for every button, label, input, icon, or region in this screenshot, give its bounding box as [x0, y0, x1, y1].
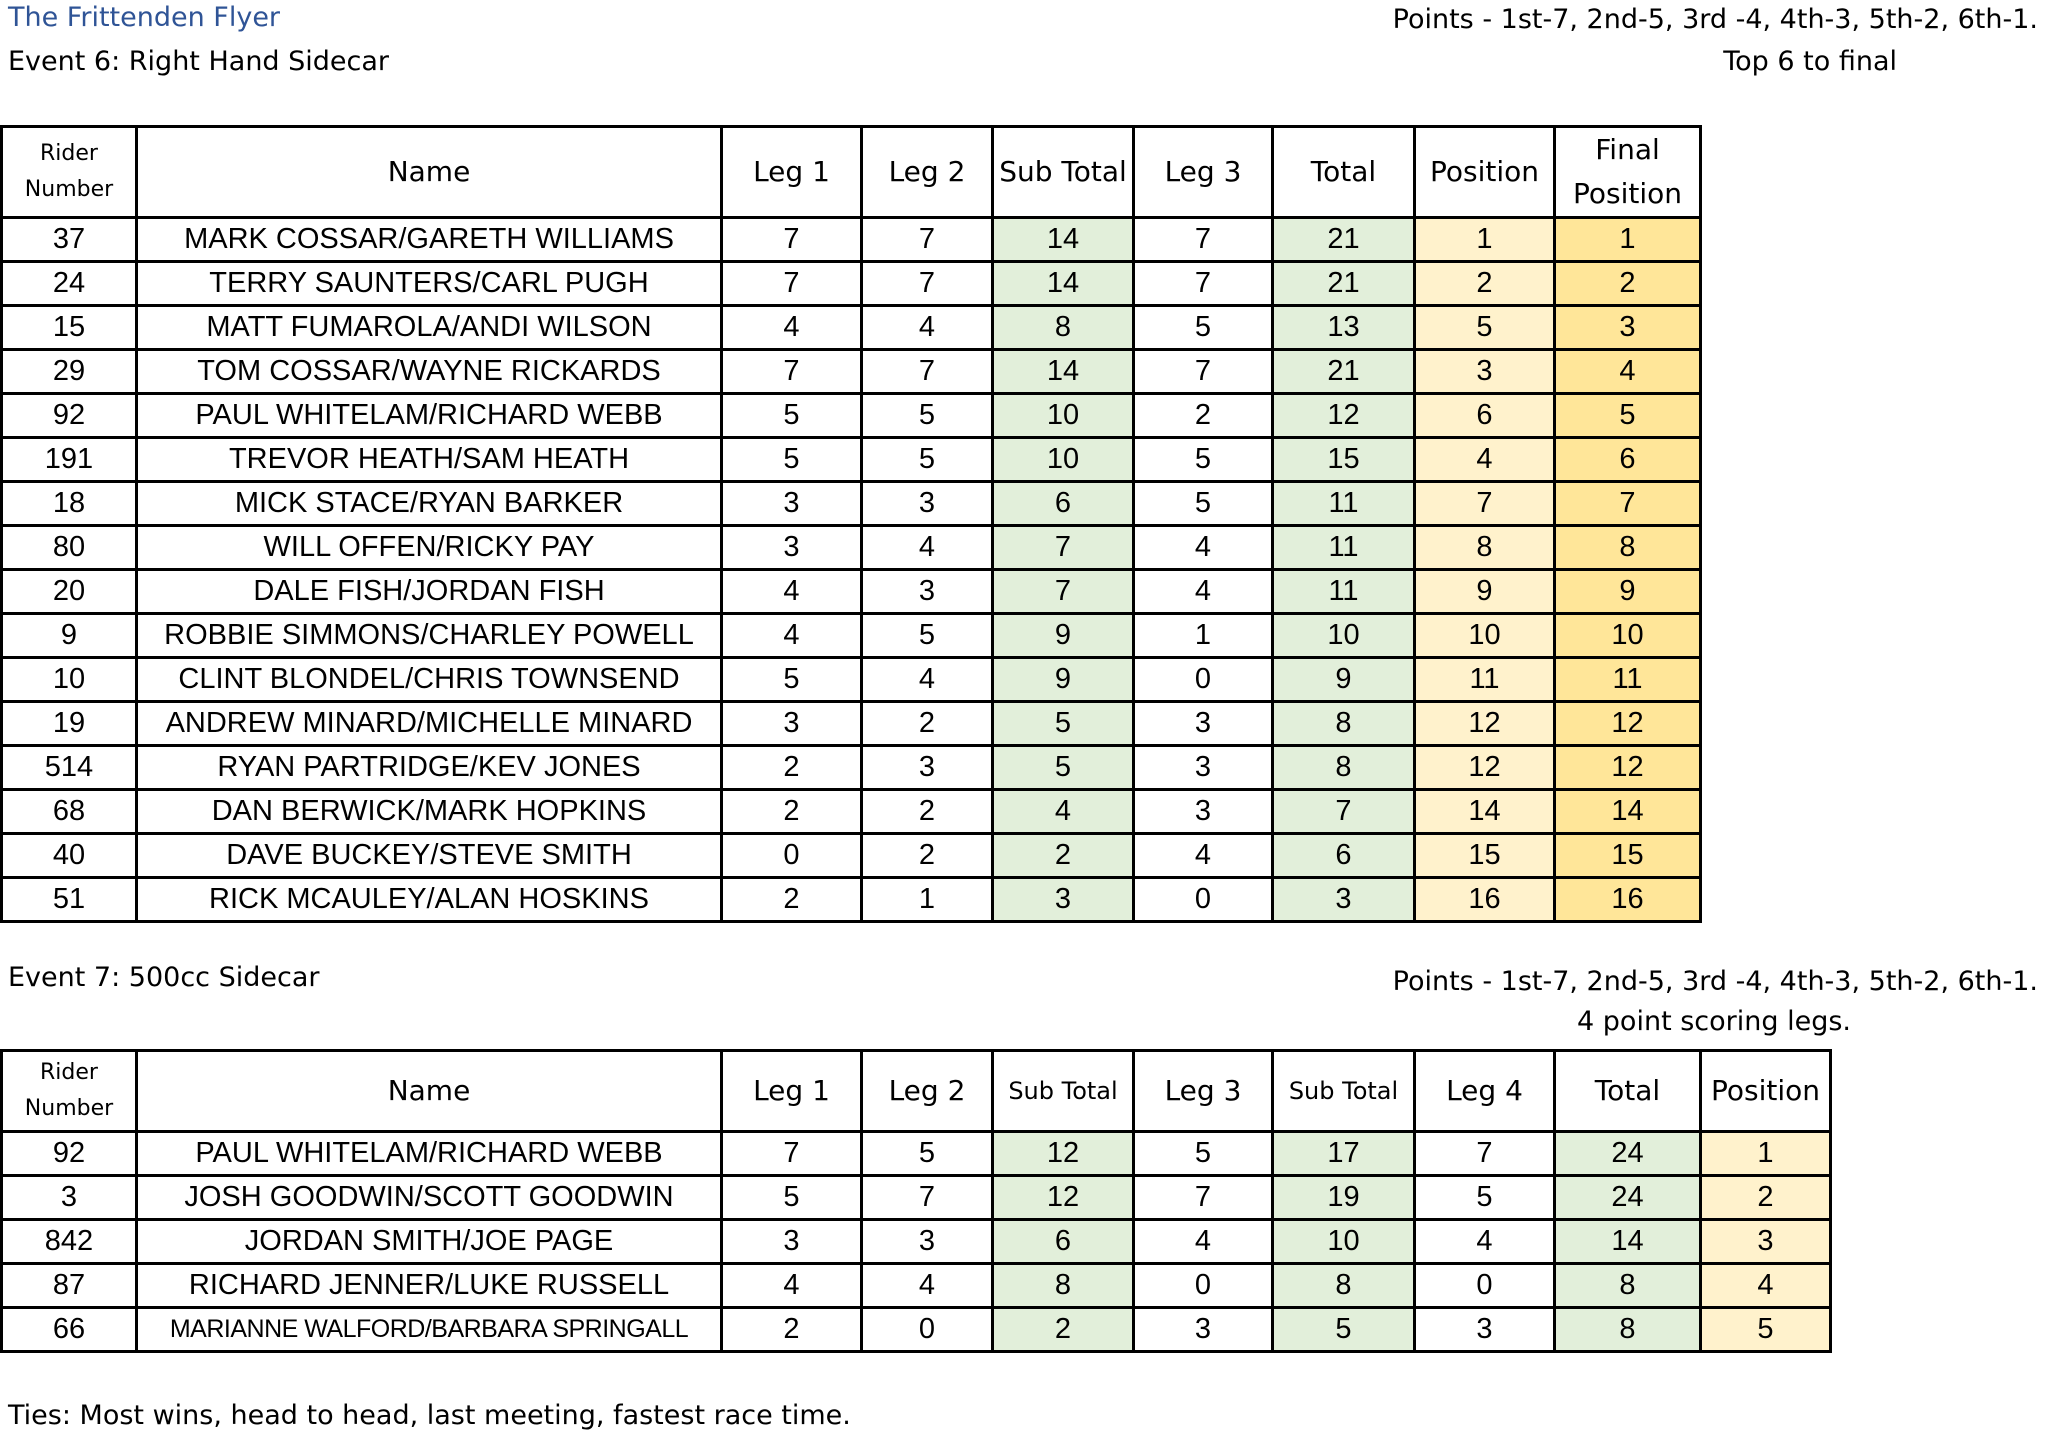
column-header: Total: [1555, 1051, 1701, 1132]
score-cell: 10: [1273, 614, 1415, 658]
score-cell: 0: [1134, 658, 1273, 702]
score-cell: 3: [1134, 790, 1273, 834]
table-row: [2, 790, 1701, 834]
table-row: [2, 1176, 1831, 1220]
event7-points-rule: Points - 1st-7, 2nd-5, 3rd -4, 4th-3, 5th-2, 6th-1.: [1392, 966, 2038, 997]
rider-name: RYAN PARTRIDGE/KEV JONES: [137, 746, 722, 790]
score-cell: 3: [722, 702, 862, 746]
table-row: [2, 1220, 1831, 1264]
score-cell: 2: [1415, 262, 1555, 306]
rider-number: 9: [2, 614, 137, 658]
table-header-row: [2, 127, 1701, 218]
score-cell: 7: [722, 1132, 862, 1176]
score-cell: 7: [722, 262, 862, 306]
rider-name: ANDREW MINARD/MICHELLE MINARD: [137, 702, 722, 746]
table-row: [2, 614, 1701, 658]
rider-name: CLINT BLONDEL/CHRIS TOWNSEND: [137, 658, 722, 702]
score-cell: 12: [1415, 746, 1555, 790]
score-cell: 5: [993, 746, 1134, 790]
score-cell: 3: [1555, 306, 1701, 350]
event7-results-table: [0, 1049, 1832, 1353]
rider-name: RICHARD JENNER/LUKE RUSSELL: [137, 1264, 722, 1308]
score-cell: 6: [1415, 394, 1555, 438]
score-cell: 21: [1273, 218, 1415, 262]
score-cell: 4: [862, 306, 993, 350]
ties-rule: Ties: Most wins, head to head, last meeting, fastest race time.: [8, 1400, 851, 1431]
rider-number: 40: [2, 834, 137, 878]
score-cell: 0: [862, 1308, 993, 1352]
score-cell: 13: [1273, 306, 1415, 350]
rider-name: DAN BERWICK/MARK HOPKINS: [137, 790, 722, 834]
score-cell: 3: [1701, 1220, 1831, 1264]
table-row: [2, 570, 1701, 614]
score-cell: 5: [1415, 1176, 1555, 1220]
rider-number: 92: [2, 1132, 137, 1176]
score-cell: 5: [993, 702, 1134, 746]
table-row: [2, 702, 1701, 746]
table-row: [2, 878, 1701, 922]
column-header: Name: [137, 1051, 722, 1132]
score-cell: 2: [722, 878, 862, 922]
score-cell: 5: [1134, 306, 1273, 350]
column-header: Rider Number: [2, 1051, 137, 1132]
score-cell: 7: [722, 350, 862, 394]
score-cell: 16: [1555, 878, 1701, 922]
rider-number: 842: [2, 1220, 137, 1264]
table-row: [2, 262, 1701, 306]
score-cell: 7: [1134, 218, 1273, 262]
score-cell: 4: [722, 306, 862, 350]
score-cell: 2: [862, 702, 993, 746]
score-cell: 11: [1415, 658, 1555, 702]
column-header: Sub Total: [993, 127, 1134, 218]
score-cell: 7: [1134, 1176, 1273, 1220]
score-cell: 17: [1273, 1132, 1415, 1176]
score-cell: 7: [1415, 482, 1555, 526]
score-cell: 6: [993, 482, 1134, 526]
score-cell: 4: [1134, 1220, 1273, 1264]
column-header: Name: [137, 127, 722, 218]
score-cell: 5: [1555, 394, 1701, 438]
rider-number: 514: [2, 746, 137, 790]
column-header: Position: [1701, 1051, 1831, 1132]
score-cell: 3: [1134, 1308, 1273, 1352]
score-cell: 8: [1555, 1308, 1701, 1352]
score-cell: 2: [1701, 1176, 1831, 1220]
score-cell: 7: [993, 570, 1134, 614]
score-cell: 7: [1273, 790, 1415, 834]
score-cell: 7: [1134, 262, 1273, 306]
column-header: Leg 1: [722, 127, 862, 218]
score-cell: 0: [1415, 1264, 1555, 1308]
column-header: Leg 2: [862, 127, 993, 218]
rider-name: MICK STACE/RYAN BARKER: [137, 482, 722, 526]
rider-number: 15: [2, 306, 137, 350]
score-cell: 9: [993, 658, 1134, 702]
rider-name: JORDAN SMITH/JOE PAGE: [137, 1220, 722, 1264]
score-cell: 3: [862, 482, 993, 526]
score-cell: 21: [1273, 350, 1415, 394]
score-cell: 6: [1555, 438, 1701, 482]
score-cell: 1: [1701, 1132, 1831, 1176]
table-row: [2, 394, 1701, 438]
rider-number: 68: [2, 790, 137, 834]
rider-name: PAUL WHITELAM/RICHARD WEBB: [137, 1132, 722, 1176]
score-cell: 10: [1415, 614, 1555, 658]
score-cell: 2: [722, 746, 862, 790]
column-header: Sub Total: [1273, 1051, 1415, 1132]
column-header: Sub Total: [993, 1051, 1134, 1132]
score-cell: 9: [993, 614, 1134, 658]
rider-name: WILL OFFEN/RICKY PAY: [137, 526, 722, 570]
score-cell: 3: [722, 526, 862, 570]
score-cell: 8: [993, 306, 1134, 350]
score-cell: 12: [1415, 702, 1555, 746]
score-cell: 4: [1134, 526, 1273, 570]
rider-number: 29: [2, 350, 137, 394]
rider-number: 20: [2, 570, 137, 614]
table-row: [2, 350, 1701, 394]
score-cell: 4: [1415, 1220, 1555, 1264]
event6-results-table: [0, 125, 1702, 923]
score-cell: 4: [1555, 350, 1701, 394]
score-cell: 7: [862, 262, 993, 306]
score-cell: 5: [1134, 438, 1273, 482]
score-cell: 3: [862, 1220, 993, 1264]
score-cell: 11: [1555, 658, 1701, 702]
column-header: Leg 3: [1134, 127, 1273, 218]
rider-name: MARK COSSAR/GARETH WILLIAMS: [137, 218, 722, 262]
rider-number: 80: [2, 526, 137, 570]
score-cell: 5: [722, 394, 862, 438]
rider-name: DALE FISH/JORDAN FISH: [137, 570, 722, 614]
score-cell: 8: [1555, 1264, 1701, 1308]
score-cell: 4: [722, 1264, 862, 1308]
score-cell: 3: [1134, 746, 1273, 790]
score-cell: 7: [993, 526, 1134, 570]
score-cell: 14: [1555, 1220, 1701, 1264]
score-cell: 6: [993, 1220, 1134, 1264]
score-cell: 15: [1415, 834, 1555, 878]
score-cell: 8: [1273, 702, 1415, 746]
score-cell: 10: [993, 394, 1134, 438]
score-cell: 4: [993, 790, 1134, 834]
score-cell: 24: [1555, 1132, 1701, 1176]
rider-name: MATT FUMAROLA/ANDI WILSON: [137, 306, 722, 350]
score-cell: 1: [1134, 614, 1273, 658]
score-cell: 3: [722, 482, 862, 526]
score-cell: 4: [862, 526, 993, 570]
rider-name: TOM COSSAR/WAYNE RICKARDS: [137, 350, 722, 394]
score-cell: 3: [862, 746, 993, 790]
score-cell: 7: [862, 218, 993, 262]
column-header: Rider Number: [2, 127, 137, 218]
score-cell: 9: [1555, 570, 1701, 614]
score-cell: 8: [993, 1264, 1134, 1308]
score-cell: 5: [722, 658, 862, 702]
rider-number: 51: [2, 878, 137, 922]
score-cell: 1: [1415, 218, 1555, 262]
score-cell: 7: [1415, 1132, 1555, 1176]
score-cell: 12: [1555, 746, 1701, 790]
score-cell: 11: [1273, 526, 1415, 570]
score-cell: 2: [993, 1308, 1134, 1352]
score-cell: 3: [1273, 878, 1415, 922]
rider-number: 18: [2, 482, 137, 526]
score-cell: 0: [1134, 1264, 1273, 1308]
score-cell: 5: [1134, 482, 1273, 526]
rider-number: 191: [2, 438, 137, 482]
column-header: Leg 4: [1415, 1051, 1555, 1132]
score-cell: 15: [1555, 834, 1701, 878]
score-cell: 8: [1415, 526, 1555, 570]
score-cell: 5: [722, 1176, 862, 1220]
page-title: The Frittenden Flyer: [8, 2, 281, 33]
rider-name: MARIANNE WALFORD/BARBARA SPRINGALL: [137, 1308, 722, 1352]
rider-name: TERRY SAUNTERS/CARL PUGH: [137, 262, 722, 306]
score-cell: 3: [862, 570, 993, 614]
rider-name: DAVE BUCKEY/STEVE SMITH: [137, 834, 722, 878]
event7-title: Event 7: 500cc Sidecar: [8, 962, 320, 993]
score-cell: 24: [1555, 1176, 1701, 1220]
score-cell: 2: [993, 834, 1134, 878]
table-row: [2, 306, 1701, 350]
rider-number: 3: [2, 1176, 137, 1220]
score-cell: 5: [1273, 1308, 1415, 1352]
score-cell: 14: [1555, 790, 1701, 834]
column-header: Final Position: [1555, 127, 1701, 218]
column-header: Position: [1415, 127, 1555, 218]
score-cell: 4: [722, 614, 862, 658]
rider-number: 92: [2, 394, 137, 438]
score-cell: 2: [862, 834, 993, 878]
score-cell: 21: [1273, 262, 1415, 306]
score-cell: 5: [1701, 1308, 1831, 1352]
table-row: [2, 1132, 1831, 1176]
rider-name: PAUL WHITELAM/RICHARD WEBB: [137, 394, 722, 438]
score-cell: 12: [993, 1176, 1134, 1220]
rider-number: 37: [2, 218, 137, 262]
score-cell: 14: [993, 262, 1134, 306]
rider-name: ROBBIE SIMMONS/CHARLEY POWELL: [137, 614, 722, 658]
rider-number: 19: [2, 702, 137, 746]
table-row: [2, 218, 1701, 262]
score-cell: 14: [1415, 790, 1555, 834]
table-row: [2, 482, 1701, 526]
score-cell: 8: [1273, 1264, 1415, 1308]
score-cell: 7: [722, 218, 862, 262]
score-cell: 12: [1555, 702, 1701, 746]
score-cell: 15: [1273, 438, 1415, 482]
score-cell: 2: [722, 1308, 862, 1352]
score-cell: 3: [722, 1220, 862, 1264]
score-cell: 11: [1273, 570, 1415, 614]
score-cell: 5: [862, 438, 993, 482]
score-cell: 0: [722, 834, 862, 878]
score-cell: 7: [862, 1176, 993, 1220]
score-cell: 2: [1555, 262, 1701, 306]
rider-number: 10: [2, 658, 137, 702]
column-header: Total: [1273, 127, 1415, 218]
score-cell: 7: [1134, 350, 1273, 394]
score-cell: 4: [1415, 438, 1555, 482]
score-cell: 0: [1134, 878, 1273, 922]
rider-name: JOSH GOODWIN/SCOTT GOODWIN: [137, 1176, 722, 1220]
table-row: [2, 658, 1701, 702]
score-cell: 7: [862, 350, 993, 394]
column-header: Leg 1: [722, 1051, 862, 1132]
score-cell: 4: [1701, 1264, 1831, 1308]
rider-number: 24: [2, 262, 137, 306]
score-cell: 8: [1273, 746, 1415, 790]
score-cell: 4: [862, 658, 993, 702]
score-cell: 3: [1415, 1308, 1555, 1352]
score-cell: 4: [722, 570, 862, 614]
score-cell: 5: [1134, 1132, 1273, 1176]
score-cell: 1: [1555, 218, 1701, 262]
score-cell: 9: [1273, 658, 1415, 702]
table-header-row: [2, 1051, 1831, 1132]
rider-number: 87: [2, 1264, 137, 1308]
score-cell: 19: [1273, 1176, 1415, 1220]
rider-number: 66: [2, 1308, 137, 1352]
event6-points-rule: Points - 1st-7, 2nd-5, 3rd -4, 4th-3, 5th-2, 6th-1.: [1392, 4, 2038, 35]
score-cell: 5: [862, 614, 993, 658]
score-cell: 9: [1415, 570, 1555, 614]
table-row: [2, 746, 1701, 790]
score-cell: 2: [1134, 394, 1273, 438]
score-cell: 12: [993, 1132, 1134, 1176]
score-cell: 7: [1555, 482, 1701, 526]
score-cell: 12: [1273, 394, 1415, 438]
score-cell: 11: [1273, 482, 1415, 526]
score-cell: 4: [1134, 570, 1273, 614]
score-cell: 1: [862, 878, 993, 922]
score-cell: 8: [1555, 526, 1701, 570]
score-cell: 5: [862, 1132, 993, 1176]
table-row: [2, 834, 1701, 878]
event7-note: 4 point scoring legs.: [1577, 1006, 1851, 1037]
table-row: [2, 438, 1701, 482]
column-header: Leg 2: [862, 1051, 993, 1132]
rider-name: RICK MCAULEY/ALAN HOSKINS: [137, 878, 722, 922]
score-cell: 3: [993, 878, 1134, 922]
score-cell: 14: [993, 218, 1134, 262]
score-cell: 16: [1415, 878, 1555, 922]
table-row: [2, 526, 1701, 570]
table-row: [2, 1264, 1831, 1308]
score-cell: 5: [722, 438, 862, 482]
score-cell: 6: [1273, 834, 1415, 878]
rider-name: TREVOR HEATH/SAM HEATH: [137, 438, 722, 482]
score-cell: 10: [993, 438, 1134, 482]
score-cell: 4: [862, 1264, 993, 1308]
table-row: [2, 1308, 1831, 1352]
score-cell: 5: [862, 394, 993, 438]
score-cell: 14: [993, 350, 1134, 394]
score-cell: 4: [1134, 834, 1273, 878]
score-cell: 3: [1134, 702, 1273, 746]
score-cell: 2: [722, 790, 862, 834]
column-header: Leg 3: [1134, 1051, 1273, 1132]
score-cell: 10: [1273, 1220, 1415, 1264]
score-cell: 3: [1415, 350, 1555, 394]
event6-title: Event 6: Right Hand Sidecar: [8, 46, 390, 77]
score-cell: 5: [1415, 306, 1555, 350]
event6-note: Top 6 to final: [1723, 46, 1897, 77]
score-cell: 10: [1555, 614, 1701, 658]
score-cell: 2: [862, 790, 993, 834]
